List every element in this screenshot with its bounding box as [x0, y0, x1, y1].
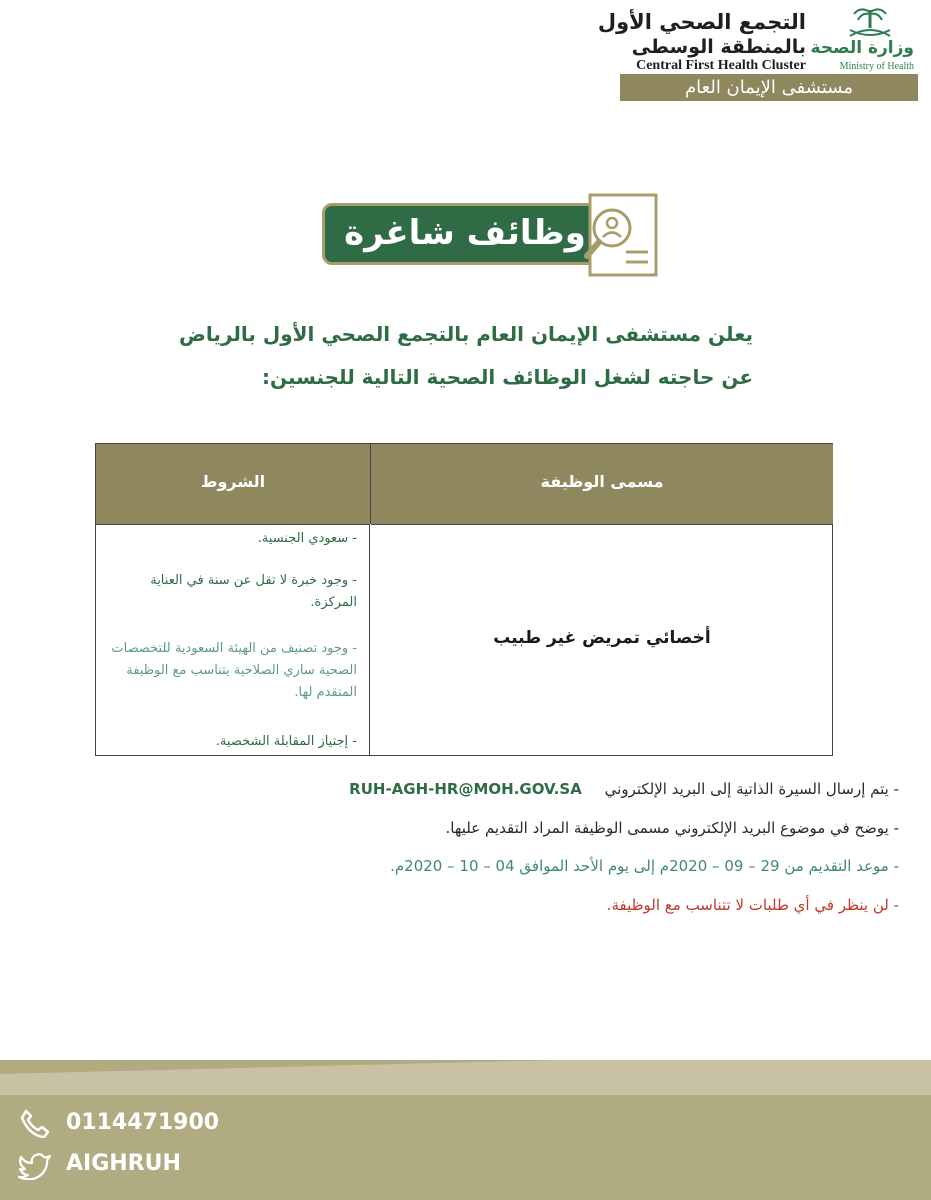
- job-title: أخصائي تمريض غير طبيب: [493, 628, 711, 648]
- note-cv-text: - يتم إرسال السيرة الذاتية إلى البريد الإلكتروني: [604, 780, 899, 798]
- condition-item: - إجتياز المقابلة الشخصية.: [215, 734, 357, 749]
- job-title-cell: [371, 524, 833, 755]
- vacancies-badge: وظائف شاغرة: [322, 203, 608, 265]
- phone-icon: [18, 1108, 52, 1138]
- conditions-cell: [96, 524, 370, 755]
- footer-twitter[interactable]: AIGHRUH: [66, 1151, 181, 1176]
- twitter-icon: [18, 1150, 52, 1180]
- email-link[interactable]: RUH-AGH-HR@MOH.GOV.SA: [349, 780, 582, 798]
- condition-item: - وجود تصنيف من الهيئة السعودية للتخصصات الصحية ساري الصلاحية يتناسب مع الوظيفة المتقدم لها.: [111, 641, 357, 700]
- condition-item: - سعودي الجنسية.: [257, 531, 357, 546]
- palm-swords-icon: [840, 6, 900, 40]
- note-subject: - يوضح في موضوع البريد الإلكتروني مسمى الوظيفة المراد التقديم عليها.: [445, 819, 899, 837]
- cluster-name-en: Central First Health Cluster: [636, 58, 806, 73]
- header-conditions: الشروط: [96, 444, 371, 524]
- condition-item: - وجود خبرة لا تقل عن سنة في العناية المركزة.: [150, 573, 357, 610]
- jobs-table: [95, 443, 833, 756]
- cluster-name-ar-line2: بالمنطقة الوسطى: [631, 36, 806, 58]
- ministry-logo: [808, 6, 918, 76]
- cluster-name-ar-line1: التجمع الصحي الأول: [597, 10, 806, 34]
- announcement-line-2: عن حاجته لشغل الوظائف الصحية التالية للجنسين:: [261, 365, 753, 389]
- header-job-title: مسمى الوظيفة: [371, 444, 833, 524]
- ministry-name-ar: وزارة الصحة: [810, 38, 914, 58]
- note-dates: - موعد التقديم من 29 – 09 – 2020م إلى يوم الأحد الموافق 04 – 10 – 2020م.: [390, 857, 899, 875]
- footer-phone[interactable]: 0114471900: [66, 1110, 220, 1135]
- announcement-line-1: يعلن مستشفى الإيمان العام بالتجمع الصحي الأول بالرياض: [179, 322, 753, 346]
- note-cv-email: [349, 780, 899, 798]
- document-search-icon: [582, 192, 662, 278]
- ministry-name-en: Ministry of Health: [839, 61, 914, 72]
- hospital-name-bar: مستشفى الإيمان العام: [620, 74, 918, 101]
- note-warning: - لن ينظر في أي طلبات لا تتناسب مع الوظيفة.: [606, 896, 899, 914]
